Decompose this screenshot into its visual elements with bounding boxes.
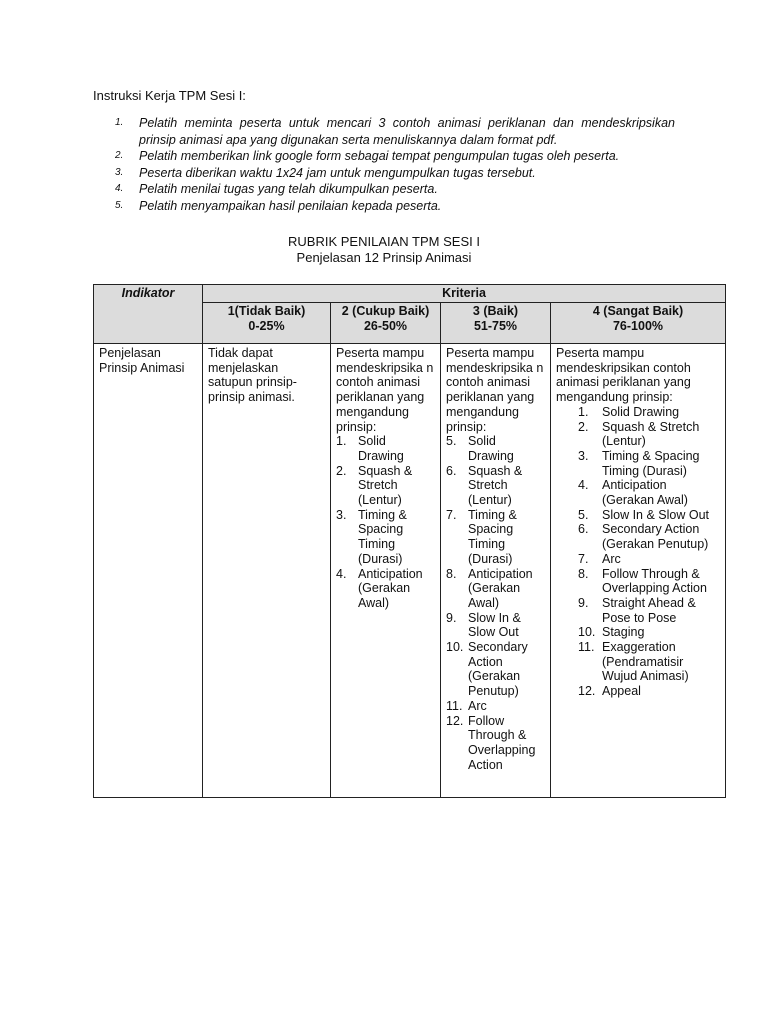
- principle-text: Straight Ahead & Pose to Pose: [602, 595, 696, 625]
- instructions-heading: Instruksi Kerja TPM Sesi I:: [93, 88, 246, 103]
- principle-text: Secondary Action (Gerakan Penutup): [602, 522, 709, 552]
- principle-item: [556, 625, 720, 640]
- level-range: 76-100%: [612, 319, 664, 333]
- principle-number: 6.: [446, 463, 457, 478]
- principle-number: 8.: [578, 566, 589, 581]
- indikator-cell: Penjelasan Prinsip Animasi: [94, 344, 203, 798]
- principle-number: 5.: [578, 507, 589, 522]
- step-text: Pelatih menyampaikan hasil penilaian kepada peserta.: [139, 198, 442, 213]
- step-text: Pelatih memberikan link google form sebagai tempat pengumpulan tugas oleh peserta.: [139, 149, 620, 163]
- principle-text: Solid Drawing: [358, 434, 404, 463]
- principle-number: 2.: [336, 463, 347, 478]
- principle-text: Timing & Spacing Timing (Durasi): [358, 507, 407, 566]
- principle-text: Staging: [602, 625, 645, 640]
- principle-item: [556, 684, 720, 699]
- principle-item: [446, 567, 545, 611]
- step-number: 4.: [115, 183, 124, 194]
- principle-text: Appeal: [602, 684, 641, 699]
- instruction-step: [93, 115, 675, 148]
- principle-text: Follow Through & Overlapping Action: [602, 566, 707, 596]
- principle-item: [556, 449, 720, 478]
- principle-item: [556, 478, 720, 507]
- principle-number: 5.: [446, 434, 457, 449]
- principle-text: Arc: [602, 551, 621, 566]
- instruction-step: [93, 148, 675, 165]
- principle-number: 11.: [578, 640, 595, 655]
- level-range: 26-50%: [363, 319, 408, 333]
- principle-number: 4.: [336, 566, 347, 581]
- rubric-title: RUBRIK PENILAIAN TPM SESI I: [288, 234, 480, 249]
- principle-item: [556, 567, 720, 596]
- rubric-table: [93, 284, 726, 798]
- rubric-subtitle: Penjelasan 12 Prinsip Animasi: [296, 250, 472, 265]
- principle-number: 3.: [336, 507, 347, 522]
- level4-principles: [556, 405, 720, 699]
- principle-item: [336, 508, 435, 567]
- level-range: 51-75%: [473, 319, 518, 333]
- step-number: 1.: [115, 117, 124, 128]
- principle-number: 1.: [336, 434, 347, 449]
- principle-item: [556, 420, 720, 449]
- step-number: 5.: [115, 199, 124, 211]
- level2-principles: [336, 434, 435, 610]
- principle-number: 4.: [578, 478, 589, 493]
- principle-item: [446, 464, 545, 508]
- principle-text: Slow In & Slow Out: [468, 610, 521, 640]
- principle-text: Solid Drawing: [468, 434, 514, 463]
- principle-number: 9.: [446, 610, 457, 625]
- principle-text: Secondary Action (Gerakan Penutup): [468, 640, 528, 699]
- level-range: 0-25%: [248, 319, 285, 333]
- principle-text: Timing & Spacing Timing (Durasi): [468, 507, 517, 566]
- principle-item: [556, 552, 720, 567]
- level-header: [551, 303, 726, 344]
- principle-text: Timing & Spacing Timing (Durasi): [602, 448, 700, 478]
- level4-intro: Peserta mampu mendeskripsikan contoh animasi periklanan yang mengandung prinsip:: [556, 346, 691, 405]
- principle-text: Slow In & Slow Out: [602, 507, 709, 522]
- principle-number: 11.: [446, 698, 463, 713]
- level4-cell: [551, 344, 726, 798]
- principle-item: [556, 508, 720, 523]
- principle-item: [446, 640, 545, 699]
- principle-item: [446, 508, 545, 567]
- level-label: 3 (Baik): [472, 304, 519, 318]
- level3-intro: Peserta mampu mendeskripsika n contoh animasi periklanan yang mengandung prinsip:: [446, 346, 544, 434]
- principle-item: [446, 714, 545, 773]
- principle-item: [556, 596, 720, 625]
- principle-text: Anticipation (Gerakan Awal): [468, 566, 533, 610]
- level-label: 2 (Cukup Baik): [341, 304, 430, 318]
- step-number: 3.: [115, 166, 124, 178]
- principle-number: 8.: [446, 566, 457, 581]
- principle-text: Anticipation (Gerakan Awal): [602, 478, 688, 508]
- principle-text: Squash & Stretch (Lentur): [358, 463, 413, 508]
- principle-number: 12.: [578, 684, 596, 699]
- level3-principles: [446, 434, 545, 772]
- level-header: [331, 303, 441, 344]
- level3-cell: [441, 344, 551, 798]
- level2-intro: Peserta mampu mendeskripsika n contoh animasi periklanan yang mengandung prinsip:: [336, 346, 434, 434]
- principle-text: Squash & Stretch (Lentur): [468, 463, 523, 508]
- principle-text: Anticipation (Gerakan Awal): [358, 566, 423, 610]
- indikator-header: Indikator: [94, 285, 203, 344]
- principle-number: 10.: [578, 625, 596, 640]
- principle-number: 3.: [578, 448, 589, 463]
- level-label: 1(Tidak Baik): [227, 304, 306, 318]
- step-text: Pelatih menilai tugas yang telah dikumpulkan peserta.: [139, 182, 438, 196]
- principle-number: 7.: [578, 551, 589, 566]
- principle-number: 10.: [446, 640, 464, 655]
- principle-text: Solid Drawing: [602, 404, 680, 419]
- principle-item: [446, 699, 545, 714]
- principle-text: Squash & Stretch (Lentur): [602, 419, 700, 449]
- principle-number: 1.: [578, 404, 589, 419]
- level-label: 4 (Sangat Baik): [592, 304, 684, 318]
- principle-item: [336, 567, 435, 611]
- instruction-step: [93, 181, 675, 198]
- principle-item: [556, 405, 720, 420]
- instruction-step: [93, 198, 675, 215]
- principle-number: 6.: [578, 522, 589, 537]
- principle-number: 12.: [446, 713, 464, 728]
- step-number: 2.: [115, 150, 124, 161]
- step-text: Pelatih meminta peserta untuk mencari 3 contoh animasi periklanan dan mendeskripsikan prinsip animasi apa yang digunakan serta menuliskannya dalam format pdf.: [139, 116, 675, 147]
- level-header: [441, 303, 551, 344]
- principle-text: Follow Through & Overlapping Action: [468, 713, 536, 772]
- instruction-step: [93, 165, 675, 182]
- kriteria-header: Kriteria: [203, 285, 726, 303]
- principle-item: [556, 640, 720, 684]
- level2-cell: [331, 344, 441, 798]
- principle-number: 7.: [446, 507, 457, 522]
- principle-item: [336, 464, 435, 508]
- principle-item: [336, 434, 435, 463]
- principle-item: [556, 522, 720, 551]
- principle-number: 2.: [578, 419, 589, 434]
- principle-item: [446, 611, 545, 640]
- principle-number: 9.: [578, 595, 589, 610]
- level-header: [203, 303, 331, 344]
- principle-text: Exaggeration (Pendramatisir Wujud Animasi): [602, 640, 689, 684]
- level1-cell: Tidak dapat menjelaskan satupun prinsip-prinsip animasi.: [203, 344, 331, 798]
- step-text: Peserta diberikan waktu 1x24 jam untuk mengumpulkan tugas tersebut.: [139, 165, 536, 180]
- principle-text: Arc: [468, 698, 487, 713]
- principle-item: [446, 434, 545, 463]
- instruction-steps: [93, 115, 675, 214]
